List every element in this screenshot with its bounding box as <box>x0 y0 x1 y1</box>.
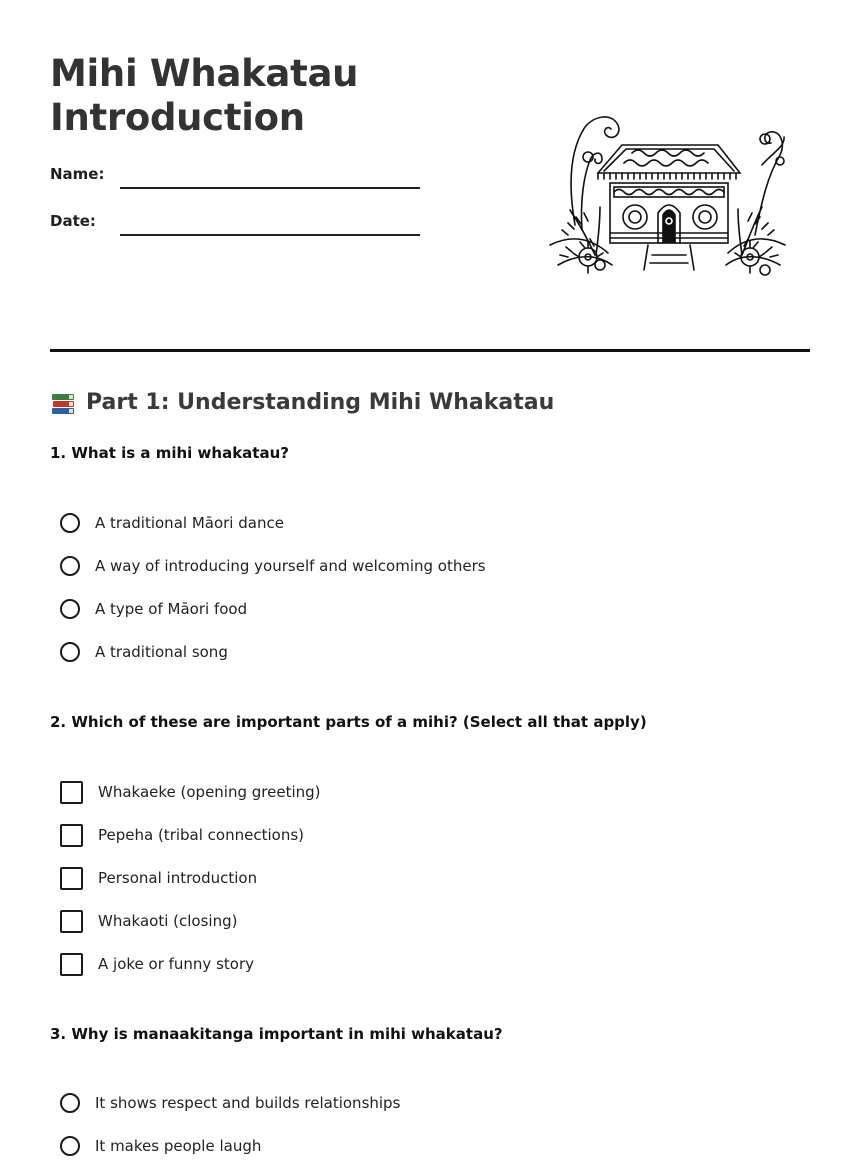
option-label: A type of Māori food <box>95 600 248 618</box>
title-line-1: Mihi Whakatau <box>50 52 359 95</box>
radio-button[interactable] <box>60 599 80 619</box>
radio-button[interactable] <box>60 513 80 533</box>
option-label: A way of introducing yourself and welcoming others <box>95 557 486 575</box>
checkbox[interactable] <box>60 953 83 976</box>
option-label: A joke or funny story <box>98 955 254 973</box>
title-line-2: Introduction <box>50 96 305 139</box>
radio-button[interactable] <box>60 1136 80 1156</box>
question-2: 2. Which of these are important parts of a mihi? (Select all that apply) <box>50 713 647 731</box>
q1-option-2[interactable] <box>60 553 486 579</box>
name-label: Name: <box>50 165 105 183</box>
radio-button[interactable] <box>60 642 80 662</box>
option-label: Pepeha (tribal connections) <box>98 826 304 844</box>
q3-option-2[interactable] <box>60 1133 261 1159</box>
question-1: 1. What is a mihi whakatau? <box>50 444 289 462</box>
checkbox[interactable] <box>60 781 83 804</box>
q1-option-3[interactable] <box>60 596 247 622</box>
checkbox[interactable] <box>60 867 83 890</box>
q2-option-4[interactable] <box>60 908 237 934</box>
radio-button[interactable] <box>60 556 80 576</box>
q3-option-1[interactable] <box>60 1090 400 1116</box>
option-label: Whakaoti (closing) <box>98 912 238 930</box>
books-icon <box>50 390 76 416</box>
option-label: Personal introduction <box>98 869 258 887</box>
checkbox[interactable] <box>60 910 83 933</box>
option-label: A traditional Māori dance <box>95 514 284 532</box>
q1-option-4[interactable] <box>60 639 228 665</box>
radio-button[interactable] <box>60 1093 80 1113</box>
date-field[interactable] <box>120 234 420 236</box>
q2-option-3[interactable] <box>60 865 257 891</box>
date-label: Date: <box>50 212 96 230</box>
option-label: It makes people laugh <box>95 1137 262 1155</box>
name-field[interactable] <box>120 187 420 189</box>
q2-option-1[interactable] <box>60 779 321 805</box>
q2-option-2[interactable] <box>60 822 304 848</box>
option-label: A traditional song <box>95 643 228 661</box>
option-label: Whakaeke (opening greeting) <box>98 783 321 801</box>
section-heading <box>50 386 554 420</box>
section-heading-text: Part 1: Understanding Mihi Whakatau <box>86 390 555 415</box>
q2-option-5[interactable] <box>60 951 254 977</box>
option-label: It shows respect and builds relationships <box>95 1094 401 1112</box>
worksheet-title <box>50 52 358 140</box>
q1-option-1[interactable] <box>60 510 284 536</box>
section-divider <box>50 349 810 352</box>
wharenui-illustration-icon <box>540 105 795 280</box>
question-3: 3. Why is manaakitanga important in mihi whakatau? <box>50 1025 503 1043</box>
checkbox[interactable] <box>60 824 83 847</box>
